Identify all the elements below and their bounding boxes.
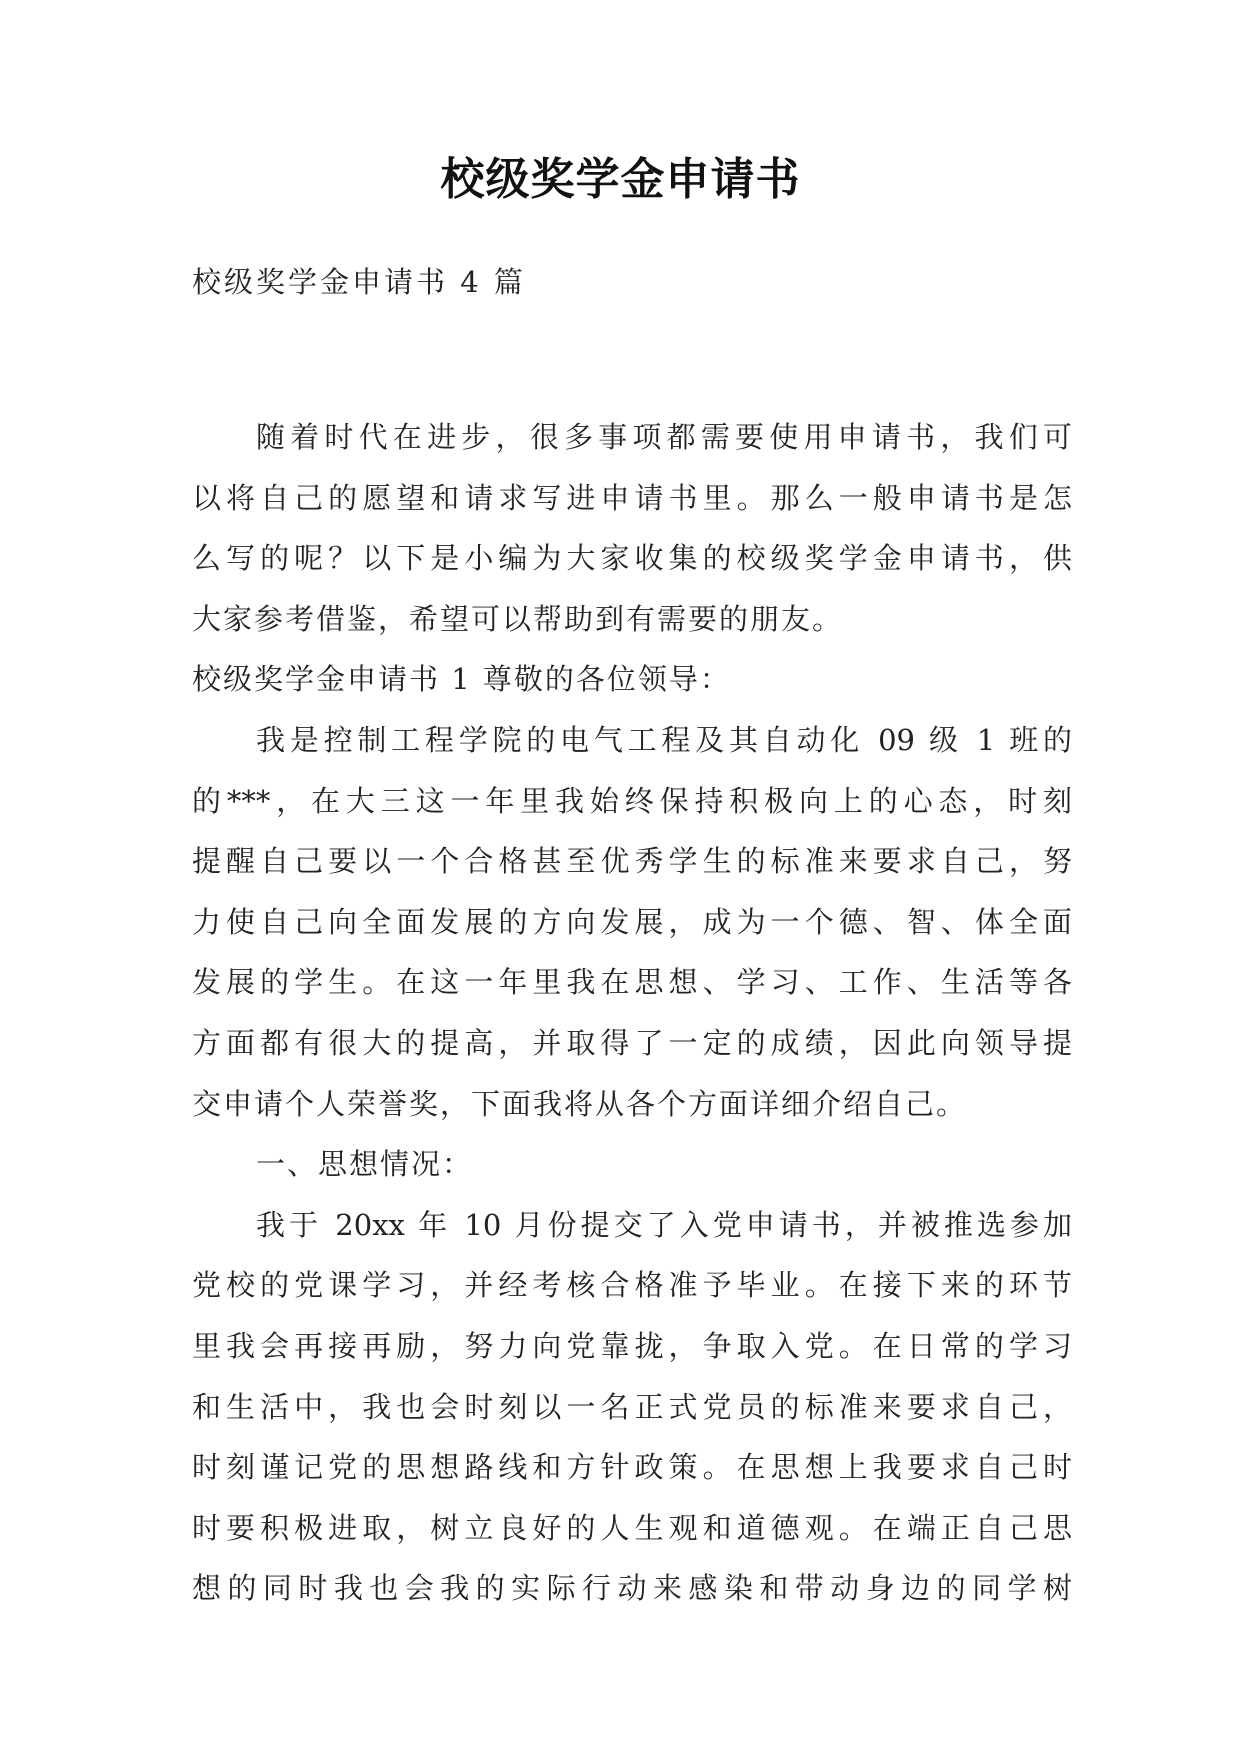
text-line: 我是控制工程学院的电气工程及其自动化 09 级 1 班的 xyxy=(256,722,1072,757)
document-subtitle: 校级奖学金申请书 4 篇 xyxy=(192,265,526,299)
text-line: 交申请个人荣誉奖，下面我将从各个方面详细介绍自己。 xyxy=(192,1086,968,1121)
text-line: 随着时代在进步，很多事项都需要使用申请书，我们可 xyxy=(256,420,1072,454)
section-heading: 一、思想情况： xyxy=(256,1147,474,1182)
text-line: 提醒自己要以一个合格甚至优秀学生的标准来要求自己，努 xyxy=(192,844,1072,879)
text-line: 党校的党课学习，并经考核合格准予毕业。在接下来的环节 xyxy=(192,1268,1072,1303)
text-line: 大家参考借鉴，希望可以帮助到有需要的朋友。 xyxy=(192,601,844,636)
text-line: 以将自己的愿望和请求写进申请书里。那么一般申请书是怎 xyxy=(192,480,1072,515)
text-line: 时要积极进取，树立良好的人生观和道德观。在端正自己思 xyxy=(192,1510,1072,1545)
text-line: 的***，在大三这一年里我始终保持积极向上的心态，时刻 xyxy=(192,783,1072,818)
document-title: 校级奖学金申请书 xyxy=(440,154,801,205)
text-line: 我于 20xx 年 10 月份提交了入党申请书，并被推选参加 xyxy=(256,1207,1072,1242)
text-line: 方面都有很大的提高，并取得了一定的成绩，因此向领导提 xyxy=(192,1025,1072,1060)
document-body xyxy=(192,407,1072,1619)
text-line: 时刻谨记党的思想路线和方针政策。在思想上我要求自己时 xyxy=(192,1450,1072,1485)
text-line: 力使自己向全面发展的方向发展，成为一个德、智、体全面 xyxy=(192,904,1072,939)
text-line: 和生活中，我也会时刻以一名正式党员的标准来要求自己， xyxy=(192,1389,1072,1424)
text-line: 想的同时我也会我的实际行动来感染和带动身边的同学树 xyxy=(192,1571,1072,1606)
text-line: 么写的呢？以下是小编为大家收集的校级奖学金申请书，供 xyxy=(192,541,1072,576)
section-heading: 校级奖学金申请书 1 尊敬的各位领导： xyxy=(192,662,731,697)
text-line: 发展的学生。在这一年里我在思想、学习、工作、生活等各 xyxy=(192,965,1072,1000)
text-line: 里我会再接再励，努力向党靠拢，争取入党。在日常的学习 xyxy=(192,1328,1072,1363)
